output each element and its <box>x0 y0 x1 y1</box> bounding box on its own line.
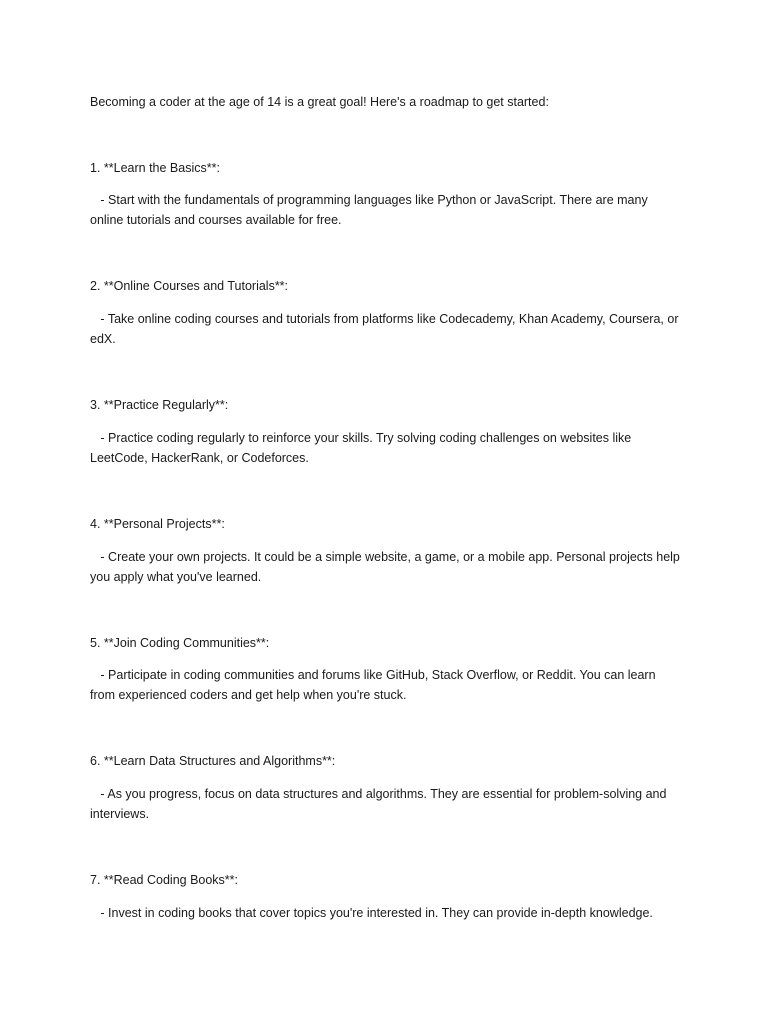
step-3-heading: 3. **Practice Regularly**: <box>90 398 229 412</box>
step-6-heading: 6. **Learn Data Structures and Algorithms**: <box>90 754 336 768</box>
step-2-body: - Take online coding courses and tutorials from platforms like Codecademy, Khan Academy, Coursera, or edX. <box>90 312 682 346</box>
intro-text: Becoming a coder at the age of 14 is a great goal! Here's a roadmap to get started: <box>90 95 549 109</box>
step-5-body: - Participate in coding communities and forums like GitHub, Stack Overflow, or Reddit. You can learn from experienced coders and get help when you're stuck. <box>90 668 660 702</box>
step-7-body: - Invest in coding books that cover topics you're interested in. They can provide in-depth knowledge. <box>90 906 653 920</box>
step-6-body: - As you progress, focus on data structures and algorithms. They are essential for problem-solving and interviews. <box>90 787 670 821</box>
step-2-heading: 2. **Online Courses and Tutorials**: <box>90 279 289 293</box>
step-4-body: - Create your own projects. It could be a simple website, a game, or a mobile app. Personal projects help you apply what you've learned. <box>90 550 684 584</box>
step-3-body: - Practice coding regularly to reinforce your skills. Try solving coding challenges on websites like LeetCode, HackerRank, or Codeforces. <box>90 431 635 465</box>
step-1-heading: 1. **Learn the Basics**: <box>90 161 220 175</box>
step-1-body: - Start with the fundamentals of programming languages like Python or JavaScript. There are many online tutorials and courses available for free. <box>90 193 652 227</box>
step-5-heading: 5. **Join Coding Communities**: <box>90 636 270 650</box>
step-7-heading: 7. **Read Coding Books**: <box>90 873 239 887</box>
step-4-heading: 4. **Personal Projects**: <box>90 517 225 531</box>
